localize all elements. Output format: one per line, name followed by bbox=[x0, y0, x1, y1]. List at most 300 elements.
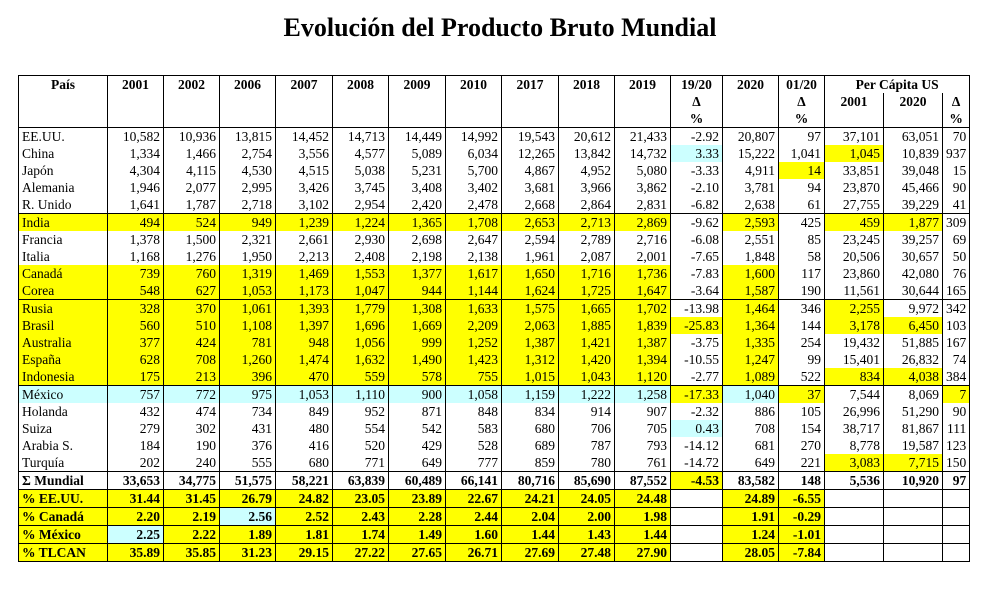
table-cell: 27.48 bbox=[559, 544, 615, 562]
table-cell: 859 bbox=[502, 454, 559, 472]
table-cell: 1,043 bbox=[559, 368, 615, 386]
table-cell: 1.24 bbox=[723, 526, 779, 544]
table-cell: 424 bbox=[164, 334, 220, 351]
table-cell: 94 bbox=[779, 179, 825, 196]
table-cell bbox=[884, 490, 943, 508]
header-year: 2018 bbox=[559, 76, 615, 94]
header-year: 2009 bbox=[389, 76, 446, 94]
table-cell: 1,553 bbox=[333, 265, 389, 282]
table-cell: 2,789 bbox=[559, 231, 615, 248]
table-cell: 760 bbox=[164, 265, 220, 282]
table-cell: 1,708 bbox=[446, 214, 502, 232]
table-cell: 19,543 bbox=[502, 128, 559, 146]
table-cell: 50 bbox=[943, 248, 970, 265]
table-cell: 23,860 bbox=[825, 265, 884, 282]
header-row bbox=[19, 76, 970, 94]
table-cell: 69 bbox=[943, 231, 970, 248]
table-cell: 85,690 bbox=[559, 472, 615, 490]
table-cell: 4,304 bbox=[108, 162, 164, 179]
table-cell: 7 bbox=[943, 386, 970, 404]
table-cell: 2,420 bbox=[389, 196, 446, 214]
table-cell: 3,781 bbox=[723, 179, 779, 196]
table-cell: 1,632 bbox=[333, 351, 389, 368]
header-pc-2020: 2020 bbox=[884, 93, 943, 110]
header-pct: % bbox=[943, 110, 970, 128]
table-cell: 1,108 bbox=[220, 317, 276, 334]
table-cell: 39,229 bbox=[884, 196, 943, 214]
table-cell: 26,996 bbox=[825, 403, 884, 420]
table-cell: 739 bbox=[108, 265, 164, 282]
table-cell: -1.01 bbox=[779, 526, 825, 544]
country-name: % Canadá bbox=[19, 508, 108, 526]
table-cell: 542 bbox=[389, 420, 446, 437]
table-cell: 1,696 bbox=[333, 317, 389, 334]
table-cell: 1,378 bbox=[108, 231, 164, 248]
table-cell: 2.19 bbox=[164, 508, 220, 526]
country-name: Francia bbox=[19, 231, 108, 248]
table-cell: 761 bbox=[615, 454, 671, 472]
header-row bbox=[19, 110, 970, 128]
table-cell: 76 bbox=[943, 265, 970, 282]
table-cell: 627 bbox=[164, 282, 220, 300]
table-cell: -6.82 bbox=[671, 196, 723, 214]
table-cell: 19,587 bbox=[884, 437, 943, 454]
table-cell: 628 bbox=[108, 351, 164, 368]
table-cell: 2,321 bbox=[220, 231, 276, 248]
table-cell bbox=[825, 544, 884, 562]
table-row bbox=[19, 128, 970, 146]
header-2020: 2020 bbox=[723, 76, 779, 94]
table-cell bbox=[884, 526, 943, 544]
country-name: Brasil bbox=[19, 317, 108, 334]
table-cell: 708 bbox=[164, 351, 220, 368]
table-cell: 1,056 bbox=[333, 334, 389, 351]
table-cell: 757 bbox=[108, 386, 164, 404]
table-cell: 1,950 bbox=[220, 248, 276, 265]
table-row bbox=[19, 317, 970, 334]
table-cell: 780 bbox=[559, 454, 615, 472]
table-cell: 1,464 bbox=[723, 300, 779, 318]
table-cell: 1,252 bbox=[446, 334, 502, 351]
table-cell: 10,936 bbox=[164, 128, 220, 146]
table-cell: 1,276 bbox=[164, 248, 220, 265]
table-cell: 1,587 bbox=[723, 282, 779, 300]
header-pc-2001: 2001 bbox=[825, 93, 884, 110]
table-cell: 29.15 bbox=[276, 544, 333, 562]
table-cell: 4,038 bbox=[884, 368, 943, 386]
header-delta: Δ bbox=[943, 93, 970, 110]
country-name: R. Unido bbox=[19, 196, 108, 214]
table-cell: 1,885 bbox=[559, 317, 615, 334]
table-cell: 2,653 bbox=[502, 214, 559, 232]
table-cell: 144 bbox=[779, 317, 825, 334]
table-cell: 1,665 bbox=[559, 300, 615, 318]
table-row bbox=[19, 490, 970, 508]
header-19-20: 19/20 bbox=[671, 76, 723, 94]
header-year: 2007 bbox=[276, 76, 333, 94]
table-cell: -7.83 bbox=[671, 265, 723, 282]
table-cell: 1,319 bbox=[220, 265, 276, 282]
table-cell: 202 bbox=[108, 454, 164, 472]
table-cell: 24.82 bbox=[276, 490, 333, 508]
table-cell: 302 bbox=[164, 420, 220, 437]
table-cell: -2.77 bbox=[671, 368, 723, 386]
country-name: Japón bbox=[19, 162, 108, 179]
table-cell: 1,041 bbox=[779, 145, 825, 162]
table-cell: 2,713 bbox=[559, 214, 615, 232]
table-cell: 793 bbox=[615, 437, 671, 454]
table-row bbox=[19, 454, 970, 472]
table-cell: 1,702 bbox=[615, 300, 671, 318]
table-cell: 61 bbox=[779, 196, 825, 214]
table-cell: 1,061 bbox=[220, 300, 276, 318]
table-cell: 3,556 bbox=[276, 145, 333, 162]
table-cell: 1,421 bbox=[559, 334, 615, 351]
header-delta: Δ bbox=[671, 93, 723, 110]
table-cell: 548 bbox=[108, 282, 164, 300]
table-cell: 38,717 bbox=[825, 420, 884, 437]
table-cell: 39,257 bbox=[884, 231, 943, 248]
table-cell: 384 bbox=[943, 368, 970, 386]
table-cell: 58,221 bbox=[276, 472, 333, 490]
header-row bbox=[19, 93, 970, 110]
header-year: 2006 bbox=[220, 76, 276, 94]
table-cell: 26,832 bbox=[884, 351, 943, 368]
table-cell: 3,862 bbox=[615, 179, 671, 196]
table-cell: 19,432 bbox=[825, 334, 884, 351]
table-cell: 2.25 bbox=[108, 526, 164, 544]
table-cell: 2,408 bbox=[333, 248, 389, 265]
table-cell: 83,582 bbox=[723, 472, 779, 490]
table-cell: 35.89 bbox=[108, 544, 164, 562]
table-cell: 10,839 bbox=[884, 145, 943, 162]
table-cell: 2,198 bbox=[389, 248, 446, 265]
table-cell: 1,040 bbox=[723, 386, 779, 404]
table-row bbox=[19, 231, 970, 248]
table-cell: 8,069 bbox=[884, 386, 943, 404]
table-cell: 777 bbox=[446, 454, 502, 472]
table-cell: 1.43 bbox=[559, 526, 615, 544]
gdp-table bbox=[18, 75, 970, 562]
table-cell: 370 bbox=[164, 300, 220, 318]
table-cell: 1,168 bbox=[108, 248, 164, 265]
table-cell: 346 bbox=[779, 300, 825, 318]
country-name: Italia bbox=[19, 248, 108, 265]
table-cell: 37,101 bbox=[825, 128, 884, 146]
table-cell: 13,815 bbox=[220, 128, 276, 146]
table-cell: 474 bbox=[164, 403, 220, 420]
country-name: Indonesia bbox=[19, 368, 108, 386]
table-cell: 24.05 bbox=[559, 490, 615, 508]
header-delta: Δ bbox=[779, 93, 825, 110]
table-cell: 30,644 bbox=[884, 282, 943, 300]
table-cell: 560 bbox=[108, 317, 164, 334]
table-cell: -14.12 bbox=[671, 437, 723, 454]
table-cell: 2.00 bbox=[559, 508, 615, 526]
table-cell: 7,544 bbox=[825, 386, 884, 404]
table-cell: 105 bbox=[779, 403, 825, 420]
table-cell: 3,402 bbox=[446, 179, 502, 196]
table-cell: 1,466 bbox=[164, 145, 220, 162]
table-cell: 1.44 bbox=[615, 526, 671, 544]
table-cell: 771 bbox=[333, 454, 389, 472]
table-cell: 23,245 bbox=[825, 231, 884, 248]
table-cell: 190 bbox=[164, 437, 220, 454]
table-cell: 1,490 bbox=[389, 351, 446, 368]
table-cell: 1,110 bbox=[333, 386, 389, 404]
table-cell: 5,536 bbox=[825, 472, 884, 490]
table-cell: 1.81 bbox=[276, 526, 333, 544]
table-cell: 1,144 bbox=[446, 282, 502, 300]
table-cell: 111 bbox=[943, 420, 970, 437]
table-cell: 14,992 bbox=[446, 128, 502, 146]
table-cell: 1.44 bbox=[502, 526, 559, 544]
table-cell: 2.56 bbox=[220, 508, 276, 526]
table-cell: 35.85 bbox=[164, 544, 220, 562]
table-cell: 649 bbox=[389, 454, 446, 472]
table-cell: 14 bbox=[779, 162, 825, 179]
table-cell bbox=[671, 544, 723, 562]
table-cell: 755 bbox=[446, 368, 502, 386]
table-cell bbox=[671, 508, 723, 526]
country-name: México bbox=[19, 386, 108, 404]
country-name: Turquía bbox=[19, 454, 108, 472]
table-cell: -13.98 bbox=[671, 300, 723, 318]
table-row bbox=[19, 526, 970, 544]
table-cell: 175 bbox=[108, 368, 164, 386]
table-cell: 1,260 bbox=[220, 351, 276, 368]
table-cell: 5,080 bbox=[615, 162, 671, 179]
table-row bbox=[19, 386, 970, 404]
table-cell: 1,779 bbox=[333, 300, 389, 318]
table-cell: 834 bbox=[825, 368, 884, 386]
table-cell: 10,920 bbox=[884, 472, 943, 490]
table-cell: -0.29 bbox=[779, 508, 825, 526]
table-cell: 1,641 bbox=[108, 196, 164, 214]
table-cell: 1.49 bbox=[389, 526, 446, 544]
table-cell: 2,930 bbox=[333, 231, 389, 248]
table-row bbox=[19, 248, 970, 265]
table-cell: -14.72 bbox=[671, 454, 723, 472]
table-row bbox=[19, 351, 970, 368]
table-row bbox=[19, 403, 970, 420]
table-cell: 1.89 bbox=[220, 526, 276, 544]
table-cell: -17.33 bbox=[671, 386, 723, 404]
table-cell: 27.22 bbox=[333, 544, 389, 562]
table-cell: 914 bbox=[559, 403, 615, 420]
table-cell: 2,213 bbox=[276, 248, 333, 265]
table-cell: 1,961 bbox=[502, 248, 559, 265]
table-cell: 1,624 bbox=[502, 282, 559, 300]
country-name: China bbox=[19, 145, 108, 162]
table-cell: 849 bbox=[276, 403, 333, 420]
table-cell: 1,335 bbox=[723, 334, 779, 351]
table-cell: 396 bbox=[220, 368, 276, 386]
table-cell: 24.89 bbox=[723, 490, 779, 508]
table-row bbox=[19, 162, 970, 179]
table-cell: 80,716 bbox=[502, 472, 559, 490]
table-cell: 944 bbox=[389, 282, 446, 300]
country-name: Rusia bbox=[19, 300, 108, 318]
table-cell: 90 bbox=[943, 403, 970, 420]
table-cell: 975 bbox=[220, 386, 276, 404]
table-cell: 14,452 bbox=[276, 128, 333, 146]
table-cell bbox=[825, 508, 884, 526]
table-cell: 24.48 bbox=[615, 490, 671, 508]
table-cell: 99 bbox=[779, 351, 825, 368]
table-cell: 2,593 bbox=[723, 214, 779, 232]
table-cell: 328 bbox=[108, 300, 164, 318]
table-cell: 8,778 bbox=[825, 437, 884, 454]
table-cell bbox=[825, 526, 884, 544]
table-cell: 27.65 bbox=[389, 544, 446, 562]
table-cell: 3,408 bbox=[389, 179, 446, 196]
table-cell bbox=[671, 490, 723, 508]
header-pct: % bbox=[779, 110, 825, 128]
table-cell: 554 bbox=[333, 420, 389, 437]
table-cell: 2,831 bbox=[615, 196, 671, 214]
table-row bbox=[19, 179, 970, 196]
table-cell: 14,449 bbox=[389, 128, 446, 146]
table-cell: 1,474 bbox=[276, 351, 333, 368]
table-cell: 14,732 bbox=[615, 145, 671, 162]
table-cell: 416 bbox=[276, 437, 333, 454]
table-cell: 772 bbox=[164, 386, 220, 404]
table-cell: 270 bbox=[779, 437, 825, 454]
header-year: 2019 bbox=[615, 76, 671, 94]
country-name: Canadá bbox=[19, 265, 108, 282]
table-cell: 2,869 bbox=[615, 214, 671, 232]
header-year: 2002 bbox=[164, 76, 220, 94]
table-cell: 9,972 bbox=[884, 300, 943, 318]
table-cell: 70 bbox=[943, 128, 970, 146]
table-cell: 1,736 bbox=[615, 265, 671, 282]
table-cell: 2,209 bbox=[446, 317, 502, 334]
table-cell: 1,089 bbox=[723, 368, 779, 386]
table-cell: 22.67 bbox=[446, 490, 502, 508]
table-cell: 848 bbox=[446, 403, 502, 420]
table-cell: 2,077 bbox=[164, 179, 220, 196]
table-cell: 1,839 bbox=[615, 317, 671, 334]
table-cell: 1,053 bbox=[276, 386, 333, 404]
table-cell: 494 bbox=[108, 214, 164, 232]
table-cell: 90 bbox=[943, 179, 970, 196]
table-cell: 520 bbox=[333, 437, 389, 454]
table-cell: 26.79 bbox=[220, 490, 276, 508]
table-cell: 578 bbox=[389, 368, 446, 386]
table-cell: 279 bbox=[108, 420, 164, 437]
table-row bbox=[19, 282, 970, 300]
table-cell: 1,725 bbox=[559, 282, 615, 300]
table-cell: 15,401 bbox=[825, 351, 884, 368]
table-cell: 1,159 bbox=[502, 386, 559, 404]
table-cell: 1,377 bbox=[389, 265, 446, 282]
table-cell: 1,239 bbox=[276, 214, 333, 232]
table-cell: 559 bbox=[333, 368, 389, 386]
table-cell: 20,807 bbox=[723, 128, 779, 146]
table-cell: 1,387 bbox=[615, 334, 671, 351]
table-cell: 480 bbox=[276, 420, 333, 437]
table-cell: 97 bbox=[943, 472, 970, 490]
table-cell: 680 bbox=[502, 420, 559, 437]
table-cell: 6,450 bbox=[884, 317, 943, 334]
table-cell: 154 bbox=[779, 420, 825, 437]
table-cell: 2,478 bbox=[446, 196, 502, 214]
table-cell: 63,051 bbox=[884, 128, 943, 146]
table-cell: 459 bbox=[825, 214, 884, 232]
table-cell: 1,647 bbox=[615, 282, 671, 300]
table-cell: 1,420 bbox=[559, 351, 615, 368]
table-cell: 2,864 bbox=[559, 196, 615, 214]
table-cell: 1,334 bbox=[108, 145, 164, 162]
table-cell bbox=[825, 490, 884, 508]
table-cell: 900 bbox=[389, 386, 446, 404]
table-cell: 13,842 bbox=[559, 145, 615, 162]
table-cell: 33,653 bbox=[108, 472, 164, 490]
table-cell: 21,433 bbox=[615, 128, 671, 146]
table-cell: 15,222 bbox=[723, 145, 779, 162]
table-cell: 342 bbox=[943, 300, 970, 318]
table-cell: 1,469 bbox=[276, 265, 333, 282]
table-cell: 184 bbox=[108, 437, 164, 454]
table-cell: 20,612 bbox=[559, 128, 615, 146]
table-cell: 3,745 bbox=[333, 179, 389, 196]
table-cell: 2,087 bbox=[559, 248, 615, 265]
table-cell: 907 bbox=[615, 403, 671, 420]
table-cell: 97 bbox=[779, 128, 825, 146]
table-cell: 0.43 bbox=[671, 420, 723, 437]
table-cell bbox=[671, 526, 723, 544]
table-cell: 31.45 bbox=[164, 490, 220, 508]
table-cell: 309 bbox=[943, 214, 970, 232]
table-cell: 10,582 bbox=[108, 128, 164, 146]
table-cell: -4.53 bbox=[671, 472, 723, 490]
table-cell: 34,775 bbox=[164, 472, 220, 490]
table-cell: 12,265 bbox=[502, 145, 559, 162]
table-cell: 432 bbox=[108, 403, 164, 420]
table-cell: 952 bbox=[333, 403, 389, 420]
table-cell: 1,058 bbox=[446, 386, 502, 404]
table-cell: 2,661 bbox=[276, 231, 333, 248]
table-cell: 4,515 bbox=[276, 162, 333, 179]
table-cell: 734 bbox=[220, 403, 276, 420]
header-year: 2010 bbox=[446, 76, 502, 94]
table-cell: 2.22 bbox=[164, 526, 220, 544]
table-cell: 1.98 bbox=[615, 508, 671, 526]
table-cell: 937 bbox=[943, 145, 970, 162]
table-cell: 123 bbox=[943, 437, 970, 454]
table-cell: 681 bbox=[723, 437, 779, 454]
table-cell: -2.10 bbox=[671, 179, 723, 196]
table-cell: 706 bbox=[559, 420, 615, 437]
table-cell bbox=[943, 544, 970, 562]
table-cell: 27.69 bbox=[502, 544, 559, 562]
country-name: EE.UU. bbox=[19, 128, 108, 146]
table-cell: 213 bbox=[164, 368, 220, 386]
table-cell: 429 bbox=[389, 437, 446, 454]
table-cell: 470 bbox=[276, 368, 333, 386]
table-cell: 221 bbox=[779, 454, 825, 472]
table-cell: 2.43 bbox=[333, 508, 389, 526]
table-cell: 1,120 bbox=[615, 368, 671, 386]
table-cell: 1,053 bbox=[220, 282, 276, 300]
table-cell: 5,700 bbox=[446, 162, 502, 179]
table-cell: 2.20 bbox=[108, 508, 164, 526]
table-cell: 27.90 bbox=[615, 544, 671, 562]
table-cell: 431 bbox=[220, 420, 276, 437]
table-cell: 2,995 bbox=[220, 179, 276, 196]
table-cell: 24.21 bbox=[502, 490, 559, 508]
